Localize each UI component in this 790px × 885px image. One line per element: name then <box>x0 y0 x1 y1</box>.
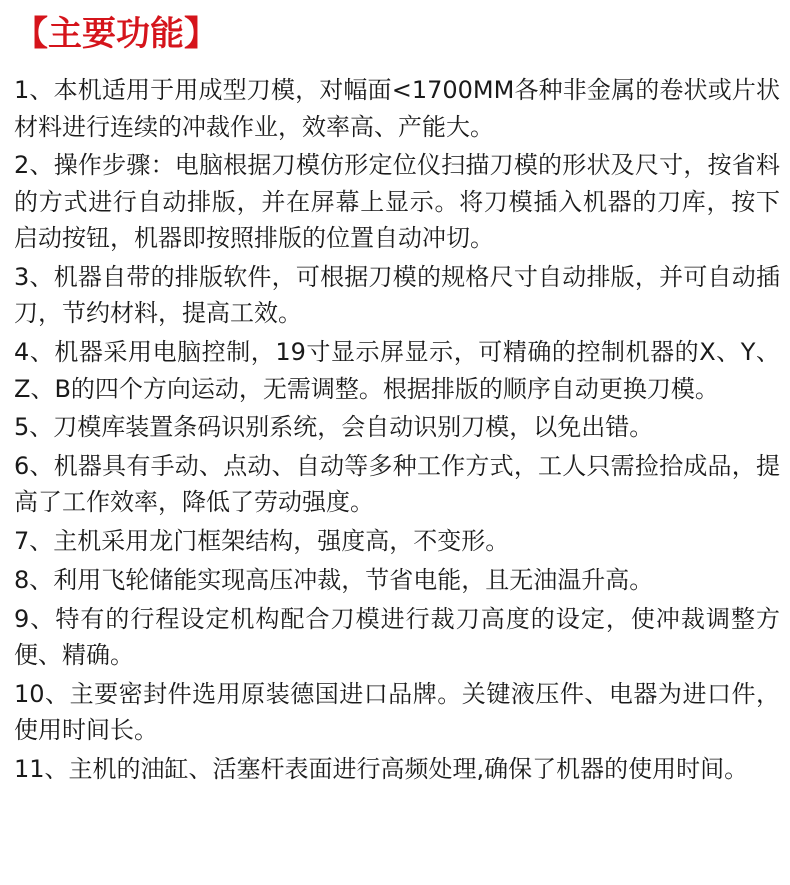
feature-item: 10、主要密封件选用原装德国进口品牌。关键液压件、电器为进口件，使用时间长。 <box>14 679 780 745</box>
section-title: 【主要功能】 <box>14 14 218 54</box>
feature-item: 11、主机的油缸、活塞杆表面进行高频处理,确保了机器的使用时间。 <box>14 754 749 783</box>
feature-item: 3、机器自带的排版软件，可根据刀模的规格尺寸自动排版，并可自动插刀，节约材料，提高工效。 <box>14 262 780 328</box>
feature-item: 6、机器具有手动、点动、自动等多种工作方式，工人只需捡拾成品，提高了工作效率，降低了劳动强度。 <box>14 451 780 517</box>
feature-item: 7、主机采用龙门框架结构，强度高，不变形。 <box>14 527 510 556</box>
feature-item: 8、利用飞轮储能实现高压冲裁，节省电能，且无油温升高。 <box>14 565 654 594</box>
feature-item: 9、特有的行程设定机构配合刀模进行裁刀高度的设定，使冲裁调整方便、精确。 <box>14 604 780 669</box>
feature-list <box>14 72 780 790</box>
feature-item: 5、刀模库装置条码识别系统，会自动识别刀模，以免出错。 <box>14 413 654 442</box>
feature-item: 1、本机适用于用成型刀模，对幅面<1700MM各种非金属的卷状或片状材料进行连续的冲裁作业，效率高、产能大。 <box>14 76 780 141</box>
feature-item: 2、操作步骤：电脑根据刀模仿形定位仪扫描刀模的形状及尺寸，按省料的方式进行自动排版，并在屏幕上显示。将刀模插入机器的刀库，按下启动按钮，机器即按照排版的位置自动冲切。 <box>14 151 780 253</box>
feature-item: 4、机器采用电脑控制，19寸显示屏显示，可精确的控制机器的X、Y、Z、B的四个方向运动，无需调整。根据排版的顺序自动更换刀模。 <box>14 338 780 403</box>
